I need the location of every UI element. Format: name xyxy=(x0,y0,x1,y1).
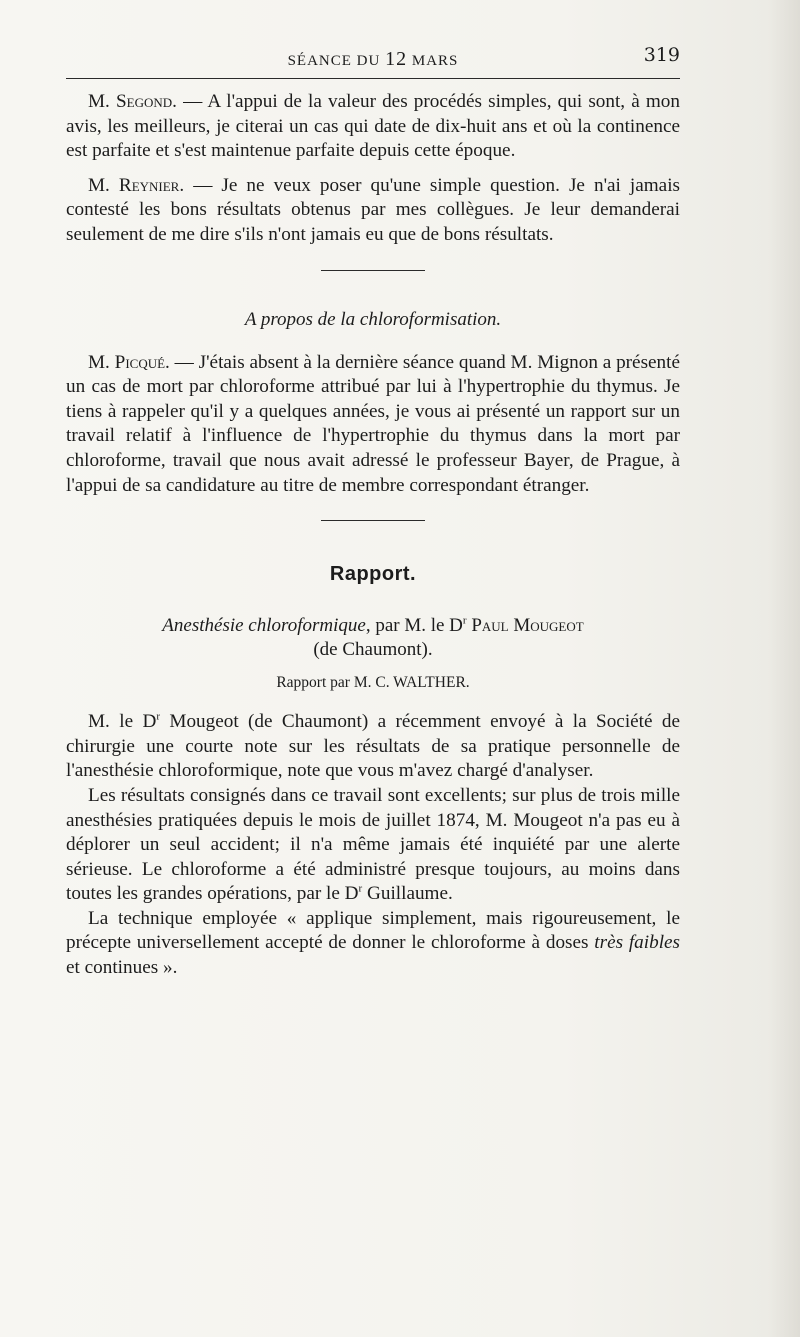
report-heading xyxy=(66,614,680,662)
report-p1-b: Mougeot (de Chaumont) a récemment envoyé à la Société de chirurgie une courte note sur les résultats de sa pratique personnelle de l'anesthésie chloroformique, note que vous m'avez chargé d'analyser. xyxy=(66,711,680,782)
report-heading-line2: (de Chaumont). xyxy=(313,639,433,661)
paragraph-text: — Je ne veux poser qu'une simple question. Je n'ai jamais contesté les bons résultats obtenus par mes collègues. Je leur demanderai seulement de me dire s'ils n'ont jamais eu que de bons résultats. xyxy=(66,174,680,245)
report-p3-a: La technique employée « applique simplement, mais rigoureusement, le précepte universellement accepté de donner le chloroforme à doses xyxy=(66,907,680,954)
paragraph-reynier xyxy=(66,174,680,248)
report-byline: Rapport par M. C. WALTHER. xyxy=(276,674,470,692)
paragraph-segond xyxy=(66,90,680,164)
paragraph-text: — A l'appui de la valeur des procédés simples, qui sont, à mon avis, les meilleurs, je citerai un cas qui date de dix-huit ans et où la continence est parfaite et s'est maintenue parfaite depuis cette époque. xyxy=(66,91,680,162)
report-p2-a: Les résultats consignés dans ce travail sont excellents; sur plus de trois mille anesthésies pratiquées depuis le mois de juillet 1874, M. Mougeot n'a pas eu à déplorer un seul accident; il n'a même jamais été inquiété par une alerte sérieuse. Le chloroforme a été administré presque toujours, au moins dans toutes les grandes opérations, par le D xyxy=(66,784,680,905)
page-content xyxy=(66,90,680,981)
report-heading-sup: r xyxy=(462,614,467,627)
paragraph-picque xyxy=(66,351,680,499)
speaker-name: M. Picqué. xyxy=(88,351,170,373)
report-p3-b: et continues ». xyxy=(66,957,178,979)
report-heading-italic: Anesthésie chloroformique xyxy=(162,615,366,637)
report-p1-a: M. le D xyxy=(88,711,157,733)
speaker-name: M. Segond. xyxy=(88,91,177,112)
report-heading-mid: , par M. le D xyxy=(365,615,463,637)
report-paragraph-2 xyxy=(66,784,680,907)
header-rule xyxy=(66,78,680,79)
running-title xyxy=(66,48,680,71)
report-p2-sup: r xyxy=(358,882,363,895)
page-number: 319 xyxy=(643,44,680,66)
section-title: A propos de la chloroformisation. xyxy=(244,308,502,330)
paragraph-text: — J'étais absent à la dernière séance quand M. Mignon a présenté un cas de mort par chloroforme attribué par lui à l'hypertrophie du thymus. Je tiens à rappeler qu'il y a quelques années, je vous ai présenté un rapport sur un travail relatif à l'influence de l'hypertrophie du thymus dans la mort par chloroforme, travail que nous avait adressé le professeur Bayer, de Prague, à l'appui de sa candidature au titre de membre correspondant étranger. xyxy=(66,351,680,496)
report-paragraph-1 xyxy=(66,710,680,784)
rapport-title: Rapport. xyxy=(329,563,417,586)
report-heading-name: Paul Mougeot xyxy=(466,615,584,637)
report-p3-italic: très faibles xyxy=(594,932,681,954)
report-p1-sup: r xyxy=(156,710,160,723)
running-title-prefix: SÉANCE DU xyxy=(287,53,386,69)
running-title-day: 12 xyxy=(385,48,408,70)
running-title-suffix: MARS xyxy=(407,53,459,69)
report-p2-b: Guillaume. xyxy=(362,883,453,905)
speaker-name: M. Reynier. xyxy=(88,174,185,196)
report-paragraph-3 xyxy=(66,907,680,981)
page-header xyxy=(66,44,680,72)
